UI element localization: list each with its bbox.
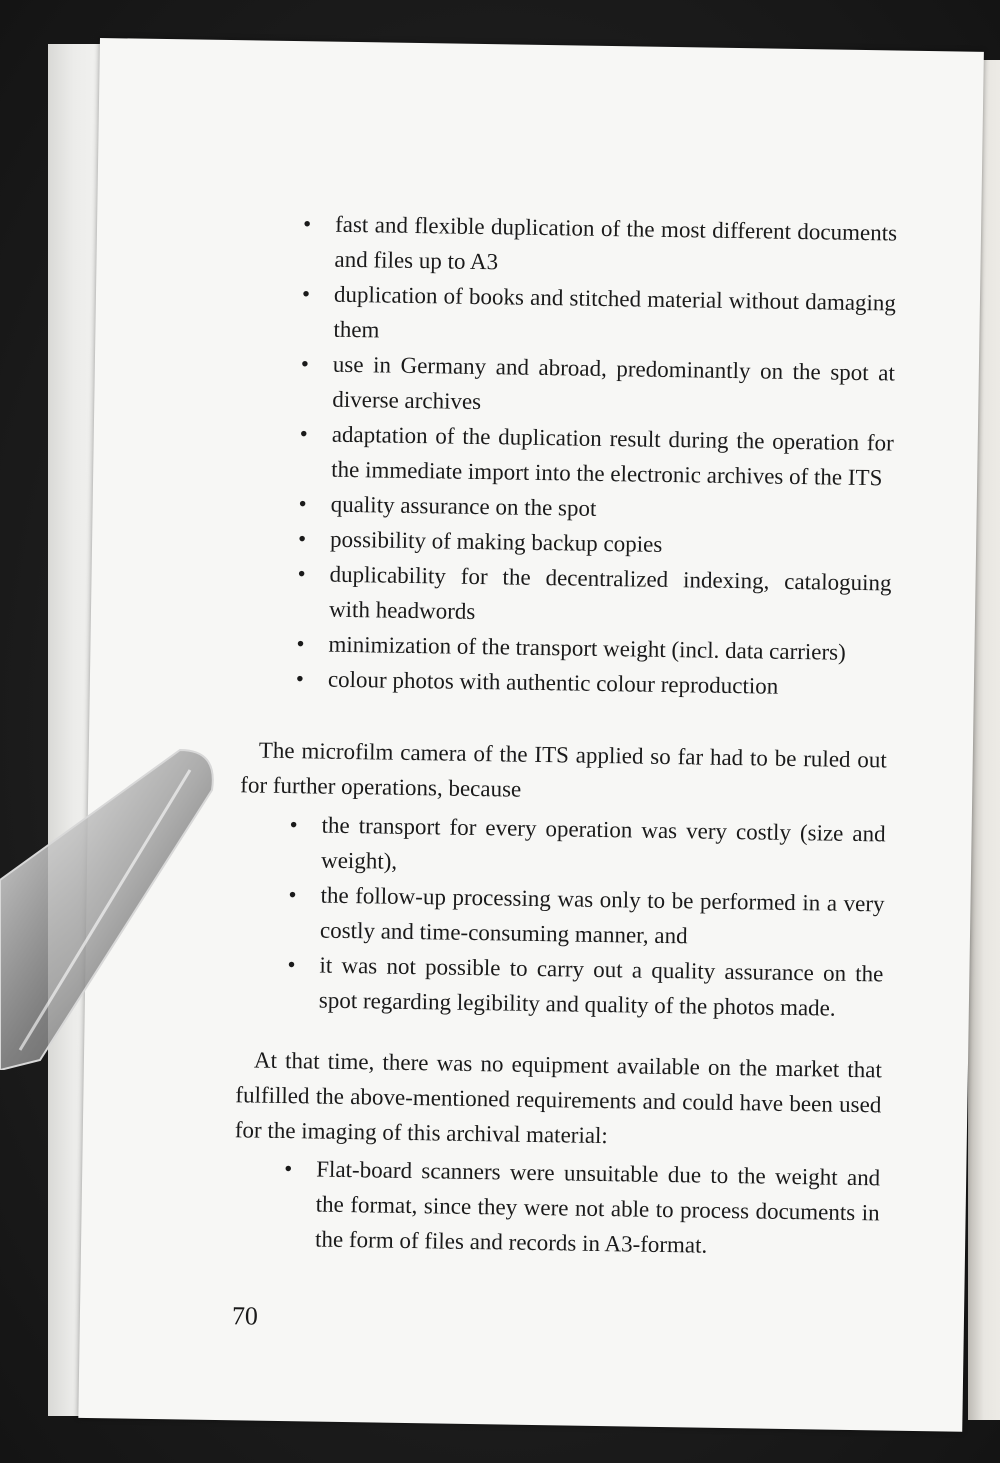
list-item: • it was not possible to carry out a quality assurance on the spot regarding legibility and quality of the photos made.	[281, 947, 884, 1026]
page-number: 70	[231, 1301, 259, 1331]
bullet-icon: •	[284, 1156, 293, 1182]
bullet-icon: •	[297, 561, 306, 587]
list-item: • the transport for every operation was very costly (size and weight),	[283, 807, 886, 886]
list-item: • adaptation of the duplication result during the operation for the immediate import into the electronic archives of the ITS	[293, 416, 894, 495]
bullet-icon: •	[295, 666, 305, 692]
paragraph-microfilm: The microfilm camera of the ITS applied so far had to be ruled out for further operations, because	[240, 737, 887, 802]
page-content	[100, 38, 984, 1331]
transparent-pointer	[0, 730, 240, 1070]
list-item: • duplication of books and stitched material without damaging them	[295, 276, 896, 355]
equipment-list	[277, 1151, 881, 1265]
list-item: • duplicability for the decentralized indexing, cataloguing with headwords	[291, 556, 892, 635]
list-item: • colour photos with authentic colour reproduction	[290, 661, 890, 705]
bullet-icon: •	[287, 952, 296, 978]
requirements-list	[290, 206, 898, 705]
list-item: • Flat-board scanners were unsuitable due to the weight and the format, since they were not able to process documents in the form of files and records in A3-format.	[277, 1151, 881, 1265]
bullet-icon: •	[288, 882, 297, 908]
bullet-icon: •	[301, 281, 311, 307]
bullet-icon: •	[299, 421, 309, 447]
bullet-icon: •	[296, 631, 305, 657]
list-item: • minimization of the transport weight (incl. data carriers)	[290, 626, 890, 670]
paragraph-equipment: At that time, there was no equipment available on the market that fulfilled the above-mentioned requirements and could have been used for the imaging of this archival material:	[234, 1047, 883, 1149]
list-item: • the follow-up processing was only to be performed in a very costly and time-consuming manner, and	[282, 877, 885, 956]
bullet-icon: •	[302, 211, 312, 237]
bullet-icon: •	[298, 491, 307, 517]
bullet-icon: •	[297, 526, 307, 552]
bullet-icon: •	[289, 812, 298, 838]
list-item: • quality assurance on the spot	[292, 486, 892, 530]
list-item: • use in Germany and abroad, predominantly on the spot at diverse archives	[294, 346, 895, 425]
list-item: • fast and flexible duplication of the most different documents and files up to A3	[296, 206, 897, 285]
reasons-list	[281, 807, 886, 1026]
bullet-icon: •	[300, 351, 310, 377]
list-item: • possibility of making backup copies	[292, 521, 892, 565]
